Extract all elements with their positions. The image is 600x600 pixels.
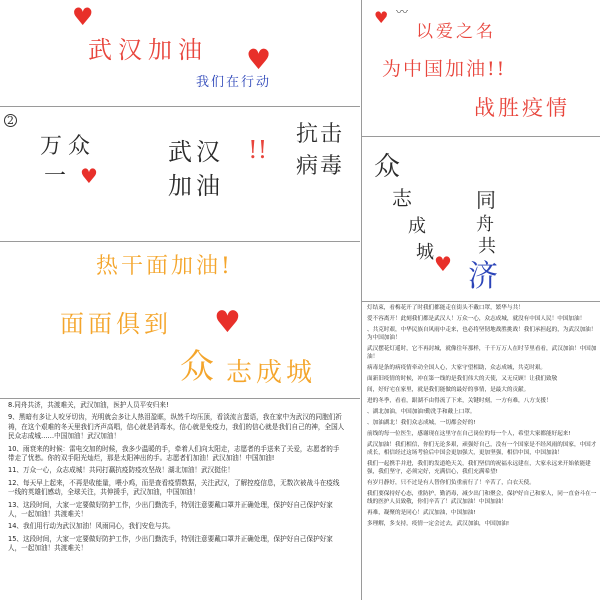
left-doc-item: 10、雨衰来的时候：雷电交加的时候，我多少温暖的手，牵着人们向太阳走，志愿者的手送来了关爱，志愿者的手带走了忧愁。你的双手阳光灿烂，那是太阳神出的手。志愿者们加油！武汉加油！中国加油! [8, 444, 340, 463]
card-line-action: 我们在行动 [196, 75, 272, 90]
card-number: 2 [4, 114, 17, 127]
card-text-city: 城 [416, 242, 434, 263]
card-text-zhou: 舟 [476, 214, 494, 235]
card-line-mianmian: 面面俱到 [60, 310, 172, 338]
right-doc-item: 我们要保持好心态，重防护，勤消毒，减少出门和聚会，保护好自己和家人，同一直奋斗在一线的医护人员致敬，你们辛苦了！武汉加油！中国加油！ [367, 491, 597, 505]
card-line-zhichengcheng: 志成城 [226, 358, 317, 388]
right-doc-item: 多理解，多支持，疫情一定会过去，武汉加油，中国加油! [367, 521, 510, 527]
heart-icon: ♥ [72, 3, 94, 31]
card-love-china [364, 0, 600, 135]
card-text-ji: 济 [468, 259, 498, 294]
right-doc-item: 有岁月静好，只不过是有人替你们负重前行了！辛苦了，白衣天使。 [367, 480, 535, 486]
left-doc-item: 15、这段时间，大家一定要做好防护工作，少出门勤洗手，特别注意要戴口罩并正确处理，保护好自己保护好家人，一起加油！共渡难关！ [8, 534, 333, 553]
divider [0, 241, 360, 242]
right-doc-item: 病毒是条的病疫情牵动全国人心，大家守望相助，众志成城，共克时艰。 [367, 365, 547, 371]
card-line-reganmian: 热干面加油! [96, 254, 233, 279]
left-doc [4, 399, 350, 598]
card-text-tong: 同 [476, 188, 496, 212]
card-text-jiayou: 加油 [168, 172, 224, 200]
card-line-victory: 战胜疫情 [474, 96, 570, 120]
right-doc [364, 302, 600, 598]
card-text-excl: !! [248, 136, 268, 164]
right-doc-item: 、湖北加油，中国加油!勤洗手和戴上口罩。 [367, 409, 476, 415]
left-doc-item: 8.同舟共济，共渡难关，武汉加油，医护人员平安归来! [8, 401, 169, 409]
heart-icon: ♥ [80, 164, 98, 188]
card-line-zhong: 众 [180, 347, 214, 387]
card-line-love: 以爱之名 [416, 22, 496, 42]
card-text-zhi: 志 [392, 186, 412, 210]
right-doc-item: 前线的每一位医生，感谢现在这里守在自己岗位的每一个人，希望大家都能好起来! [367, 431, 571, 437]
left-doc-item: 11、万众一心，众志成城！共同打赢抗疫防疫攻坚战！湖北加油！武汉挺住！ [8, 466, 234, 475]
right-doc-item: 、加油湖北！我们众志成城，一切都会好的! [367, 420, 476, 426]
left-doc-list [4, 399, 350, 559]
crown-doodle: 〰 [396, 5, 409, 19]
right-doc-item: 间，好好宅在家里，就是我们能做的最好的事情，是最大的贡献。 [367, 387, 530, 393]
card-wanzhong [0, 108, 360, 240]
card-text-yi: 一 [44, 164, 67, 189]
card-text-wanzhong: 万众 [40, 134, 97, 159]
heart-icon: ♥ [214, 305, 241, 340]
right-doc-item: 武汉摆花灯遥时，它不再封城，就像往年那样，千千万万人在时节里看看，武汉加油！中国加油！ [367, 346, 597, 360]
right-doc-item: 再难，凝聚的是同心！武汉加油，中国加油! [367, 510, 476, 516]
card-text-bingdu: 病毒 [296, 154, 345, 179]
card-text-cheng: 成 [408, 216, 426, 237]
right-doc-item: 、共克时艰，中华民族自风雨中走来，也必将坚韧地战胜挑战！我们承担起的，为武汉加油！为中国加油！ [367, 327, 597, 341]
left-doc-item: 12、每天早上起来，不再是收能量，喂小鸡，而是查看疫情数据，关注武汉，了解控疫信息，无数次被战斗在疫线一线的英雄们感动，全球关注，共伸援手，武汉加油，中国加油！ [8, 478, 340, 497]
divider [361, 0, 362, 600]
divider [0, 398, 360, 399]
heart-icon: ♥ [374, 8, 389, 27]
card-zhongzhi [364, 138, 600, 300]
right-doc-item: 面新旧疫情的时候，冲在第一线的是我们伟大的天使，又无反顾！让我们致敬 [367, 376, 558, 382]
left-doc-item: 9、黑暗有多让人咬牙切齿，光明就会多让人热泪盈眶，纵然千均压顶，看淡流言蜚语，我在家中为武汉的同胞们祈祷，在这个艰难的冬天里我们齐声高唱，信心就是消毒水，信心就是免疫力，我们的信心就是我们自己的神，全国人民众志成城……中国加油！武汉加油！ [8, 413, 345, 441]
card-reganmian [0, 242, 360, 397]
card-text-zhong: 众 [374, 152, 401, 182]
right-doc-list [364, 302, 600, 533]
card-text-gong: 共 [478, 236, 496, 257]
divider [0, 106, 360, 107]
card-wuhan-jiayou [0, 0, 360, 105]
card-text-kangji: 抗击 [296, 122, 345, 147]
right-doc-item: 进的冬季，看看，跟湖不由得流了下来，关键时刻，一方有难，八方支援！ [367, 398, 552, 404]
heart-icon: ♥ [434, 252, 452, 276]
card-text-wuhan: 武汉 [168, 138, 224, 166]
divider [362, 301, 600, 302]
heart-icon: ♥ [246, 43, 272, 76]
right-doc-item: 爱不容离开！此刻我们都是武汉人！万众一心，众志成城，就没有中国人民！中国加油！ [367, 316, 586, 322]
left-doc-item: 14、我们用行动为武汉加油！风雨同心，我们安危与共。 [8, 522, 175, 531]
right-doc-item: 灯结束，看梅花开了时我们都能走在街头不戴口罩，繁华与共！ [367, 305, 524, 311]
right-doc-item: 武汉加油！我们相信，你们无论多艰，顽强好自己，没有一个国家是不经风雨的国家，中国才成长，相信经过这场考验后中国会更加强大，更加坚强，相信中国，中国加油！ [367, 442, 597, 456]
left-doc-item: 13、这段时间，大家一定要做好防护工作，少出门勤洗手，特别注意要戴口罩并正确处理，保护好自己保护好家人，一起加油！共渡难关！ [8, 500, 333, 519]
card-line-china: 为中国加油!! [382, 58, 507, 80]
divider [362, 136, 600, 137]
right-doc-item: 我们一起携手并进，我们的发道绝天关，我们坚信的祝福永远建在，大家永远来开始依能建强，我们坚守，必须完好，充满信心，我们充满希望! [367, 461, 591, 475]
card-line-wuhan: 武汉加油 [88, 36, 208, 64]
